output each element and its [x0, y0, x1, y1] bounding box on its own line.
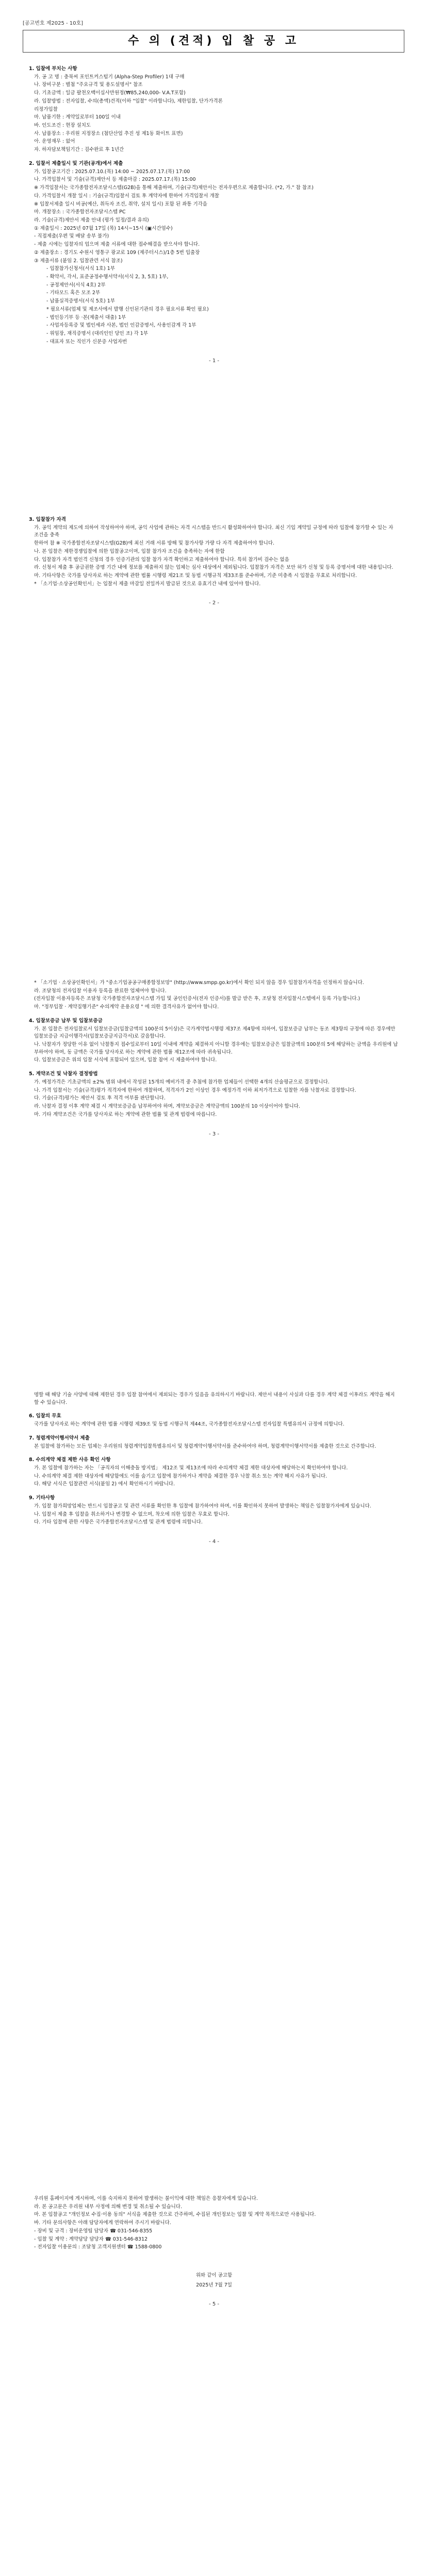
text-line: - 대표자 또는 직인가 신분증 사업자번 — [46, 338, 127, 345]
text-line: 국가를 당사자로 하는 계약에 관한 법률 시행령 제39조 및 동법 시행규칙 제44조, 국가종합전자조달시스템 전자입찰 특별유의서 규정에 의합니다. — [34, 1421, 345, 1428]
page-number-1: - 1 - — [209, 358, 219, 364]
text-line: 한하여 참 ※ 국가종합전자조달시스템(G2B)에 최신 거래 서류 방해 및 참가사항 가량 다 자격 제출하여야 합니다. — [34, 540, 275, 547]
text-line: 다. 가격입찰서 개찰 일시 : 기술(규격)입찰서 검토 후 계약자에 한하여 가격입찰서 개찰 — [34, 193, 219, 199]
text-line: (전자입찰 이용자등록은 조달청 국가종합전자조달시스템 가입 및 공인인증서(전자 인증서)를 발급 받은 후, 조달청 전자입찰시스템에서 등록 가능합니다.) — [34, 996, 361, 1002]
text-line: 다. 기초금액 : 일금 팔천오백이십사만원정(₩85,240,000- V.A.T포함) — [34, 90, 186, 96]
text-line: 라. 기술(규격)제안서 제출 안내 (평가 일정/결과 유의) — [34, 217, 149, 223]
text-line: 라. 본 공고문은 우리원 내부 사정에 의해 변경 및 취소될 수 있습니다. — [34, 2204, 183, 2210]
page-2 — [29, 510, 399, 607]
text-line: 마. 본 입찰공고 "개인정보 수집·이용 동의" 서식을 제출한 것으로 간주하며, 수집된 개인정보는 입찰 및 계약 목적으로만 사용됩니다. — [34, 2212, 316, 2218]
page-number-5: - 5 - — [209, 2301, 219, 2308]
text-line: - 전자입찰 이용문의 : 조달청 고객지원센터 ☎ 1588-0800 — [34, 2244, 162, 2250]
section-6-list — [29, 1421, 399, 1429]
text-line: - 입찰참가신청서(서식 1호) 1부 — [46, 266, 115, 272]
page-title: 수 의 (견적) 입 찰 공 고 — [127, 34, 300, 47]
text-line: 나. 본 입찰은 제한경쟁입찰에 의한 입찰공고이며, 입찰 참가자 조건을 충족하는 자에 한함 — [34, 548, 225, 554]
text-line: 나. 가격 입찰서는 기술(규격)평가 적격자에 한하여 개찰하며, 적격자가 2인 이상인 경우 예정가격 이하 최저가격으로 입찰한 자를 낙찰자로 결정합니다. — [34, 1087, 356, 1093]
section-5-list — [29, 1079, 399, 1119]
section-4-list — [29, 1026, 399, 1065]
text-line: 가. 예정가격은 기초금액의 ±2% 범위 내에서 작성된 15개의 예비가격 중 추첨에 참가한 업체들이 선택한 4개의 산술평균으로 결정합니다. — [34, 1079, 330, 1085]
text-line: - 법인등기부 등 ·본(제출서 대출) 1부 — [46, 314, 126, 320]
text-line: 가. 공익 계약의 제도에 의하여 작성하여야 하며, 공익 사업에 관하는 자격 시스템을 반드시 활성화하여야 합니다. 최신 기입 계약일 규정에 따라 입찰에 참가할 수 있는 자 조건을 충족 — [34, 524, 394, 538]
text-line: 나. 입찰서 제출 후 입찰을 취소하거나 변경할 수 없으며, 착오에 의한 입찰은 무효로 합니다. — [34, 1511, 230, 1517]
page-4-intro — [29, 1392, 399, 1406]
text-line: 나. 수의계약 체결 제한 대상자에 해당함에도 이를 숨기고 입찰에 참가하거나 계약을 체결한 경우 낙찰 취소 또는 계약 해지 사유가 됩니다. — [34, 1473, 327, 1479]
section-3-list — [29, 524, 399, 588]
text-line: 라. 조달청의 전자입찰 이용자 등록을 완료한 업체여야 합니다. — [34, 988, 167, 994]
text-line: ② 제출장소 : 경기도 수원시 영통구 광교로 109 (제주터시스)/1층 5번 입출장 — [34, 249, 200, 256]
text-line: 가. 공 고 명 : 충북씨 포인트커스텀기 (Alpha-Step Profiler) 1대 구매 — [34, 74, 185, 80]
text-line: 가. 입찰 참가희망업체는 반드시 입찰공고 및 관련 서류를 확인한 후 입찰에 참가하여야 하며, 이를 확인하지 못하여 발생하는 책임은 입찰참가자에게 있습니다. — [34, 1503, 371, 1509]
text-line: * 「소기업 · 소상공인확인서」가 "중소기업공공구매종합정보망" (http://www.smpp.go.kr)에서 확인 되지 않을 경우 입찰참가자격을 인정하지 않습니다. — [34, 980, 364, 986]
section-2-title: 2. 입찰서 제출일시 및 기관(공개)에서 제출 — [29, 160, 123, 166]
text-line: 다. 기타 입찰에 관한 사항은 국가종합전자조달시스템 및 관계 법령에 의합니다. — [34, 1519, 203, 1526]
section-4-title: 4. 입찰보증금 납부 및 입찰보증금 — [29, 1018, 103, 1024]
page-5 — [29, 2195, 399, 2309]
section-3-title: 3. 입찰참가 자격 — [29, 517, 66, 522]
text-line: 다. 기술(규격)평가는 제안서 검토 후 적격 여부를 판단합니다. — [34, 1095, 166, 1101]
page-4 — [29, 1391, 399, 1546]
page-5-list — [29, 2195, 399, 2251]
page-number-3: - 3 - — [209, 1131, 219, 1137]
text-line: - 입찰 및 계약 : 계약담당 담당자 ☎ 031-546-8312 — [34, 2236, 148, 2242]
text-line: 바. 인도조건 : 현장 설치도 — [34, 123, 91, 129]
page-3-intro — [29, 979, 399, 1011]
section-1-title: 1. 입찰에 부치는 사항 — [29, 66, 77, 72]
page-1 — [29, 59, 399, 365]
closing-statement: 위와 같이 공고함 — [195, 2273, 233, 2279]
text-line: ※ 입찰서제출 일시 비공(예산, 취득자 조건, 취약, 설치 일시) 포함 된 좌통 기각을 — [34, 201, 207, 207]
section-8-list — [29, 1465, 399, 1488]
text-line: 가. 본 입찰에 참가하는 자는 「공직자의 이해충돌 방지법」 제12조 및 제13조에 따라 수의계약 체결 제한 대상자에 해당하는지 확인하여야 합니다. — [34, 1465, 348, 1471]
section-8-title: 8. 수의계약 체결 제한 사유 확인 사항 — [29, 1457, 111, 1463]
text-line: - 위임장, 재직증명서 (대리인인 당인 조) 각 1부 — [46, 331, 149, 336]
page-number-4: - 4 - — [209, 1539, 219, 1545]
text-line: ③ 제출서류 (붙임 2. 입찰관련 서식 참조) — [34, 258, 123, 264]
text-line: 아. 운영재무 : 없어 — [34, 139, 75, 145]
notice-number: [공고번호 제2025 - 10호] — [23, 21, 84, 26]
notice-date: 2025년 7월 7일 — [196, 2282, 232, 2288]
title-box — [23, 30, 404, 53]
section-1-list — [29, 74, 399, 154]
text-line: * 필요서류(업체 및 제조사에서 발행 신인된기관의 경우 필요서류 확인 필요) — [46, 306, 209, 312]
text-line: - 공정제안서(서식 4호) 2부 — [46, 282, 106, 288]
text-line: - 사업자등록증 및 법인세과 사본, 법인 인감증명서, 사용인감계 각 1부 — [46, 323, 196, 329]
text-line: * 「소기업·소상공인확인서」는 입찰서 제출 마감일 전일까지 발급된 것으로 유효기간 내에 있어야 합니다. — [34, 581, 261, 587]
text-line: - 기타모드 혹은 모조 2부 — [46, 290, 101, 296]
text-line: - 제출 시에는 입찰자의 업으며 제출 서류에 대한 접수해결을 받으셔야 합니다. — [34, 242, 200, 248]
text-line: 라. 낙찰자 결정 이후 계약 체결 시 계약보증금을 납부하여야 하며, 계약보증금은 계약금액의 100분의 10 이상이어야 합니다. — [34, 1104, 300, 1110]
text-line: - 확약서, 각서, 표준공정수행서약서(서식 2, 3, 5호) 1부, — [46, 274, 169, 280]
text-line: 나. 장비구분 : 별첨 "주요규격 및 용도설명서" 참조 — [34, 82, 143, 88]
text-line: 바. 기타 문의사항은 아래 담당자에게 연락하여 주시기 바랍니다. — [34, 2220, 171, 2226]
text-line: 사. 납품장소 : 우리원 지정장소 (첨단산업 추진 성 제1동 화이트 표면) — [34, 130, 183, 137]
text-line: 가. 입찰공고기간 : 2025.07.10.(목) 14:00 ~ 2025.07.17.(목) 17:00 — [34, 168, 190, 175]
text-line: 마. 개찰장소 : 국가종합전자조달시스템 PC — [34, 209, 126, 215]
section-2-list — [29, 168, 399, 265]
text-line: 마. "정부입찰 · 계약집행기준" 수의계약 운용요령 " 에 의한 결격사유가 없어야 합니다. — [34, 1004, 219, 1010]
text-line: ※ 가격입찰서는 국가종합전자조달시스템(G2B)을 통해 제출하며, 기술(규격)제안서는 전자우편으로 제출합니다. (*2, 가." 참 참조) — [34, 185, 314, 191]
page-3 — [29, 979, 399, 1138]
text-line: 본 입찰에 참가하는 모든 업체는 우리원의 청렴계약입찰특별유의서 및 청렴계약이행서약서를 준수하여야 하며, 청렴계약이행서약서를 제출한 것으로 간주합니다. — [34, 1443, 376, 1449]
text-line: 우리원 홈페이지에 게시하며, 이를 숙지하지 못하여 발생하는 불이익에 대한 책임은 응찰자에게 있습니다. — [34, 2196, 258, 2201]
text-line: 자. 하자담보책임기간 : 검수완료 후 1년간 — [34, 147, 124, 153]
section-5-title: 5. 계약조건 및 낙찰자 결정방법 — [29, 1071, 98, 1077]
text-line: 나. 가격입찰서 및 기술(규격)제안서 등 제출마감 : 2025.07.17.(목) 15:00 — [34, 177, 196, 183]
text-line: 마. 기타사항은 국가를 당사자로 하는 계약에 관한 법률 시행령 제21조 및 동법 시행규칙 제33조를 준수하며, 기준 미충족 시 입찰을 무효로 처리합니다. — [34, 573, 357, 579]
text-line: - 직접제출(우편 및 배달 송부 불가) — [34, 233, 109, 240]
text-line: 라. 신청서 제출 후 공급권한 증명 기간 내에 정보를 제출하지 않는 업체는 심사 대상에서 제외됩니다. 입찰참가 자격은 보안 허가 신청 및 등록 증명서에 대한 내용입니다. — [34, 565, 394, 571]
text-line: 명할 때 해당 기술 사양에 대해 제한된 경우 입찰 참여에서 제외되는 경우가 있음을 유의하시기 바랍니다. 제안서 내용이 사실과 다를 경우 계약 체결 이후라도 계약을 해지할 수 있습니다. — [34, 1392, 395, 1405]
text-line: 다. 해당 서식은 입찰관련 서식(붙임 2) 에서 확인하시기 바랍니다. — [34, 1481, 175, 1487]
section-9-list — [29, 1503, 399, 1527]
page-number-2: - 2 - — [209, 600, 219, 606]
section-7-list — [29, 1443, 399, 1451]
section-7-title: 7. 청렴계약이행서약서 제출 — [29, 1435, 90, 1441]
text-line: 라. 입찰방법 : 전자입찰, 수의(총액)견적(이하 "입찰" 이라합니다), 제한입찰, 단가가격론 — [34, 98, 223, 104]
text-line: 마. 기타 계약조건은 국가를 당사자로 하는 계약에 관한 법률 및 관계 법령에 따릅니다. — [34, 1111, 217, 1117]
text-line: 리정가입찰 — [34, 106, 58, 112]
text-line: 마. 납품기한 : 계약일로부터 100일 이내 — [34, 114, 121, 121]
text-line: - 장비 및 규격 : 장비운영팀 담당자 ☎ 031-546-8355 — [34, 2228, 153, 2234]
text-line: 다. 입찰참가 자격 법인격 신청의 경우 인증기관의 입찰 참가 자격 확인하고 제출하여야 합니다. 특히 참가비 검수는 없음 — [34, 556, 289, 563]
text-line: ① 제출일시 : 2025년 07월 17일 (목) 14시~15시 (▣시간엄수) — [34, 225, 173, 231]
section-2-docs — [29, 265, 399, 346]
text-line: - 납품실적증명서(서식 5호) 1부 — [46, 298, 115, 304]
section-6-title: 6. 입찰의 무효 — [29, 1413, 61, 1419]
section-9-title: 9. 기타사항 — [29, 1495, 55, 1501]
signature-block — [29, 2272, 399, 2289]
text-line: 나. 낙찰자가 정당한 이유 없이 낙찰통지 접수일로부터 10일 이내에 계약을 체결하지 아니할 경우에는 입찰보증금은 입찰금액의 100분의 5에 해당하는 금액을 우리원에 납부하여야 하며, 동 금액은 국가를 당사자로 하는 계약에 관한 법률 제12조에 따라 귀속됩니다. — [34, 1042, 398, 1055]
text-line: 가. 본 입찰은 전자입찰로서 입찰보증금(입찰금액의 100분의 5이상)은 국가계약법시행령 제37조 제4항에 의하여, 입찰보증금 납부는 동조 제3항의 규정에 따른 경우에만 입찰보증금 지급이행각서(입찰보증금지급각서)로 갈음합니다. — [34, 1026, 396, 1040]
text-line: 다. 입찰보증금은 위의 입찰 서식에 포함되어 있으며, 입찰 참여 시 제출하여야 합니다. — [34, 1057, 217, 1063]
